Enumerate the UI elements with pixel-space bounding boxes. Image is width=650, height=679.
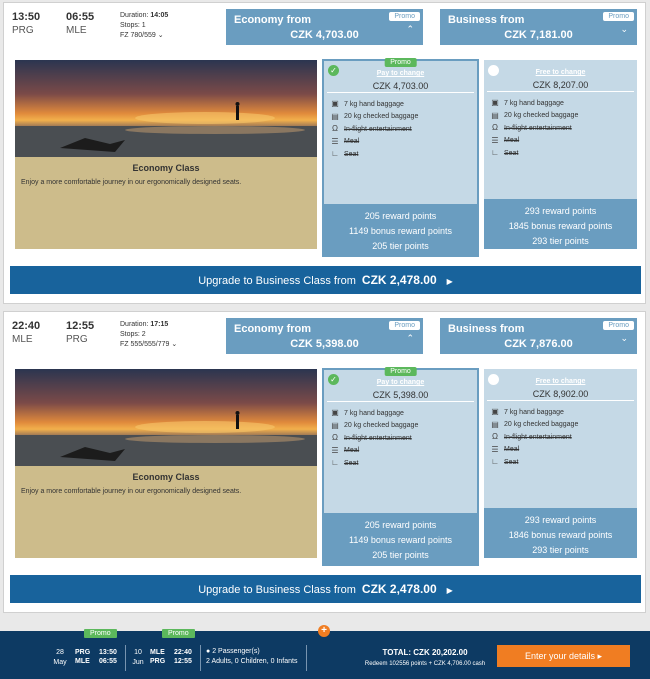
- checked-baggage-icon: ▤: [491, 110, 499, 120]
- seat-icon: ∟: [331, 458, 339, 468]
- option-price: CZK 4,703.00: [372, 81, 429, 91]
- seat-icon: ∟: [491, 457, 499, 467]
- business-from-price: CZK 7,181.00: [504, 29, 573, 41]
- economy-from-price: CZK 5,398.00: [290, 338, 359, 350]
- headphones-icon: Ω: [492, 123, 498, 133]
- divider: [200, 645, 201, 671]
- total-price: TOTAL: CZK 20,202.00: [382, 648, 468, 657]
- check-icon: ✓: [328, 65, 339, 76]
- feature-entertainment: Ω In-flight entertainment: [492, 123, 572, 133]
- checked-baggage-icon: ▤: [331, 420, 339, 430]
- headphones-icon: Ω: [332, 124, 338, 134]
- feature-list: [330, 407, 418, 470]
- bonus-reward-points: 1149 bonus reward points: [349, 535, 452, 545]
- option-price: CZK 8,207.00: [532, 80, 589, 90]
- change-policy-link[interactable]: Free to change: [535, 69, 586, 76]
- feature-entertainment: Ω In-flight entertainment: [492, 432, 572, 442]
- reward-points: 293 reward points: [524, 515, 597, 525]
- chevron-down-icon: ⌄: [171, 341, 178, 348]
- plus-icon[interactable]: +: [318, 625, 330, 637]
- checked-baggage-icon: ▤: [491, 419, 499, 429]
- promo-badge: Promo: [603, 12, 634, 21]
- points-panel: [324, 513, 477, 564]
- return-date: 10 Jun: [132, 649, 144, 666]
- chevron-up-icon: ⌃: [406, 333, 414, 343]
- tier-points: 293 tier points: [532, 236, 589, 246]
- stops: Stops: 2: [120, 331, 146, 338]
- economy-fare-option-selected[interactable]: [322, 368, 479, 566]
- class-title: Economy Class: [132, 163, 200, 173]
- promo-badge: Promo: [384, 367, 417, 376]
- option-price: CZK 5,398.00: [372, 390, 429, 400]
- checked-baggage-icon: ▤: [331, 111, 339, 121]
- arrival-code: PRG: [66, 334, 88, 345]
- points-panel: [484, 199, 637, 249]
- total-summary: [360, 648, 490, 667]
- feature-hand-baggage: ▣ 7 kg hand baggage: [331, 99, 404, 109]
- feature-checked-baggage: ▤ 20 kg checked baggage: [331, 420, 419, 430]
- divider: [125, 645, 126, 671]
- business-fare-header[interactable]: [440, 318, 637, 354]
- business-from-price: CZK 7,876.00: [504, 338, 573, 350]
- chevron-up-icon: ⌃: [406, 24, 414, 34]
- feature-list: [490, 97, 578, 160]
- meal-icon: ☰: [331, 136, 339, 146]
- upgrade-business-button[interactable]: Upgrade to Business Class from CZK 2,478.00 ▶: [10, 575, 641, 603]
- economy-from-label: Economy from: [234, 14, 312, 26]
- feature-seat: ∟ Seat: [331, 458, 359, 468]
- bonus-reward-points: 1845 bonus reward points: [508, 221, 613, 231]
- headphones-icon: Ω: [492, 432, 498, 442]
- feature-seat: ∟ Seat: [331, 149, 359, 159]
- tier-points: 205 tier points: [372, 241, 429, 251]
- return-route: MLE PRG: [150, 649, 166, 665]
- caret-right-icon: ▶: [446, 277, 453, 286]
- passengers-info: ● 2 Passenger(s) 2 Adults, 0 Children, 0 Infants: [206, 648, 298, 665]
- feature-entertainment: Ω In-flight entertainment: [332, 433, 412, 443]
- flight-card-outbound: [3, 2, 646, 304]
- change-policy-link[interactable]: Pay to change: [376, 379, 425, 386]
- business-fare-header[interactable]: [440, 9, 637, 45]
- hand-baggage-icon: ▣: [331, 408, 339, 418]
- departure-code: PRG: [12, 25, 34, 36]
- arrival-time: 06:55: [66, 11, 95, 23]
- economy-fare-header[interactable]: [226, 9, 423, 45]
- promo-badge: Promo: [384, 58, 417, 67]
- promo-badge: Promo: [162, 629, 195, 638]
- feature-meal: ☰ Meal: [491, 444, 520, 454]
- economy-class-card: [15, 60, 317, 249]
- person-icon: ●: [206, 648, 211, 655]
- business-from-label: Business from: [448, 14, 525, 26]
- promo-badge: Promo: [84, 629, 117, 638]
- hand-baggage-icon: ▣: [491, 407, 499, 417]
- class-title: Economy Class: [132, 472, 200, 482]
- seat-icon: ∟: [331, 149, 339, 159]
- divider: [306, 645, 307, 671]
- flight-card-return: [3, 311, 646, 613]
- economy-option-wrap: [322, 368, 484, 566]
- reward-points: 205 reward points: [364, 211, 437, 221]
- redeem-info: Redeem 102556 points + CZK 4,706.00 cash: [364, 661, 486, 667]
- hand-baggage-icon: ▣: [331, 99, 339, 109]
- feature-list: [490, 406, 578, 469]
- economy-option-wrap: [322, 59, 484, 257]
- economy-class-card: [15, 369, 317, 558]
- change-policy-link[interactable]: Free to change: [535, 378, 586, 385]
- feature-hand-baggage: ▣ 7 kg hand baggage: [491, 407, 564, 417]
- departure-code: MLE: [12, 334, 33, 345]
- duration: Duration: 17:15: [120, 321, 169, 328]
- feature-list: [330, 98, 418, 161]
- arrival-time: 12:55: [66, 320, 95, 332]
- feature-meal: ☰ Meal: [331, 445, 360, 455]
- beach-sunset-image: [15, 369, 317, 466]
- economy-from-label: Economy from: [234, 323, 312, 335]
- flight-number-toggle[interactable]: FZ 780/559 ⌄: [120, 32, 164, 39]
- chevron-down-icon: ⌄: [157, 32, 164, 39]
- reward-points: 205 reward points: [364, 520, 437, 530]
- chevron-down-icon: ⌄: [620, 333, 628, 343]
- promo-badge: Promo: [603, 321, 634, 330]
- arrival-code: MLE: [66, 25, 87, 36]
- business-fare-option[interactable]: [484, 369, 637, 558]
- headphones-icon: Ω: [332, 433, 338, 443]
- option-price: CZK 8,902.00: [532, 389, 589, 399]
- outbound-times: 13:50 06:55: [99, 649, 117, 665]
- departure-time: 13:50: [12, 11, 41, 23]
- tier-points: 205 tier points: [372, 550, 429, 560]
- beach-sunset-image: [15, 60, 317, 157]
- feature-entertainment: Ω In-flight entertainment: [332, 124, 412, 134]
- chevron-down-icon: ⌄: [620, 24, 628, 34]
- feature-seat: ∟ Seat: [491, 457, 519, 467]
- feature-hand-baggage: ▣ 7 kg hand baggage: [331, 408, 404, 418]
- upgrade-business-button[interactable]: Upgrade to Business Class from CZK 2,478.00 ▶: [10, 266, 641, 294]
- meal-icon: ☰: [491, 135, 499, 145]
- return-times: 22:40 12:55: [174, 649, 192, 665]
- change-policy-link[interactable]: Pay to change: [376, 70, 425, 77]
- divider: [327, 401, 474, 402]
- points-panel: [324, 204, 477, 255]
- feature-checked-baggage: ▤ 20 kg checked baggage: [331, 111, 419, 121]
- feature-meal: ☰ Meal: [491, 135, 520, 145]
- enter-details-button[interactable]: Enter your details ▸: [497, 645, 630, 667]
- points-panel: [484, 508, 637, 558]
- divider: [327, 92, 474, 93]
- bonus-reward-points: 1149 bonus reward points: [349, 226, 452, 236]
- meal-icon: ☰: [331, 445, 339, 455]
- bonus-reward-points: 1846 bonus reward points: [508, 530, 613, 540]
- caret-right-icon: ▶: [446, 586, 453, 595]
- outbound-date: 28 May: [53, 649, 67, 666]
- duration: Duration: 14:05: [120, 12, 169, 19]
- meal-icon: ☰: [491, 444, 499, 454]
- promo-badge: Promo: [389, 12, 420, 21]
- reward-points: 293 reward points: [524, 206, 597, 216]
- business-from-label: Business from: [448, 323, 525, 335]
- feature-hand-baggage: ▣ 7 kg hand baggage: [491, 98, 564, 108]
- feature-checked-baggage: ▤ 20 kg checked baggage: [491, 419, 579, 429]
- seat-icon: ∟: [491, 148, 499, 158]
- check-icon: ✓: [328, 374, 339, 385]
- departure-time: 22:40: [12, 320, 41, 332]
- promo-badge: Promo: [389, 321, 420, 330]
- feature-meal: ☰ Meal: [331, 136, 360, 146]
- stops: Stops: 1: [120, 22, 146, 29]
- tier-points: 293 tier points: [532, 545, 589, 555]
- flight-number-toggle[interactable]: FZ 555/555/779 ⌄: [120, 341, 178, 348]
- feature-checked-baggage: ▤ 20 kg checked baggage: [491, 110, 579, 120]
- feature-seat: ∟ Seat: [491, 148, 519, 158]
- economy-fare-header[interactable]: [226, 318, 423, 354]
- booking-summary-bar: [0, 625, 650, 679]
- hand-baggage-icon: ▣: [491, 98, 499, 108]
- business-fare-option[interactable]: [484, 60, 637, 249]
- caret-right-icon: ▸: [597, 651, 603, 661]
- outbound-route: PRG MLE: [75, 649, 91, 665]
- divider: [487, 91, 634, 92]
- economy-from-price: CZK 4,703.00: [290, 29, 359, 41]
- class-description: Enjoy a more comfortable journey in our ergonomically designed seats.: [21, 179, 242, 186]
- economy-fare-option-selected[interactable]: [322, 59, 479, 257]
- class-description: Enjoy a more comfortable journey in our ergonomically designed seats.: [21, 488, 242, 495]
- divider: [487, 400, 634, 401]
